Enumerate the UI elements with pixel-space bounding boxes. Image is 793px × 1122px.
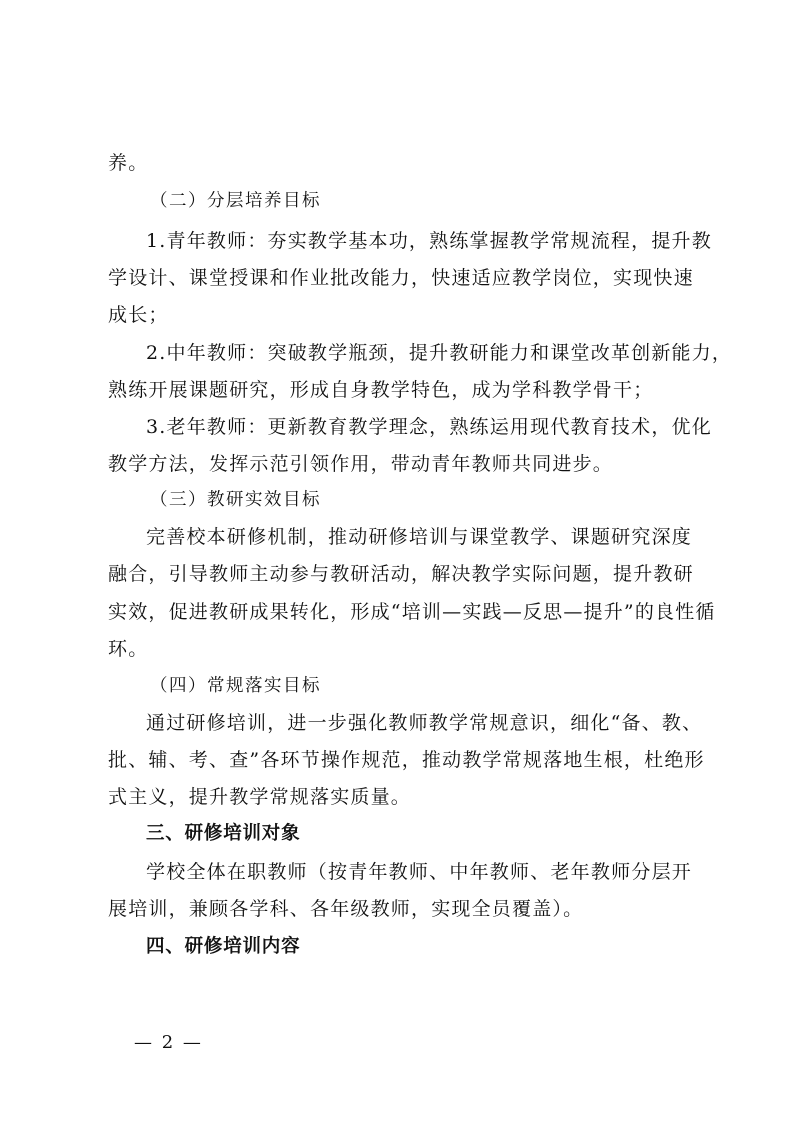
paragraph-line: 1.青年教师：夯实教学基本功，熟练掌握教学常规流程，提升教	[146, 230, 712, 252]
section-heading-training-targets: 三、研修培训对象	[146, 823, 301, 844]
paragraph-line: 融合，引导教师主动参与教研活动，解决教学实际问题，提升教研	[108, 563, 694, 585]
paragraph-line: 成长；	[108, 304, 169, 326]
section-heading-training-content: 四、研修培训内容	[146, 936, 301, 957]
subheading-layered-goals: （二）分层培养目标	[150, 191, 321, 211]
page-number: — 2 —	[134, 1032, 203, 1053]
paragraph-line: 实效，促进教研成果转化，形成“培训—实践—反思—提升”的良性循	[108, 601, 716, 623]
subheading-routine-goals: （四）常规落实目标	[150, 676, 321, 696]
paragraph-line: 完善校本研修机制，推动研修培训与课堂教学、课题研究深度	[146, 526, 692, 548]
paragraph-line: 学设计、课堂授课和作业批改能力，快速适应教学岗位，实现快速	[108, 267, 694, 289]
paragraph-line: 熟练开展课题研究，形成自身教学特色，成为学科教学骨干；	[108, 379, 654, 401]
paragraph-line: 教学方法，发挥示范引领作用，带动青年教师共同进步。	[108, 453, 614, 475]
paragraph-line: 批、辅、考、查”各环节操作规范，推动教学常规落地生根，杜绝形	[108, 749, 705, 771]
paragraph-line: 通过研修培训，进一步强化教师教学常规意识，细化“备、教、	[146, 712, 703, 734]
paragraph-line: 2.中年教师：突破教学瓶颈，提升教研能力和课堂改革创新能力，	[146, 342, 733, 364]
paragraph-line: 式主义，提升教学常规落实质量。	[108, 786, 412, 808]
subheading-research-goals: （三）教研实效目标	[150, 490, 321, 510]
paragraph-line: 3.老年教师：更新教育教学理念，熟练运用现代教育技术，优化	[146, 416, 712, 438]
paragraph-line: 展培训，兼顾各学科、各年级教师，实现全员覆盖）。	[108, 898, 584, 920]
paragraph-line: 学校全体在职教师（按青年教师、中年教师、老年教师分层开	[146, 861, 692, 883]
paragraph-line: 环。	[108, 638, 149, 660]
paragraph-line: 养。	[108, 152, 149, 174]
